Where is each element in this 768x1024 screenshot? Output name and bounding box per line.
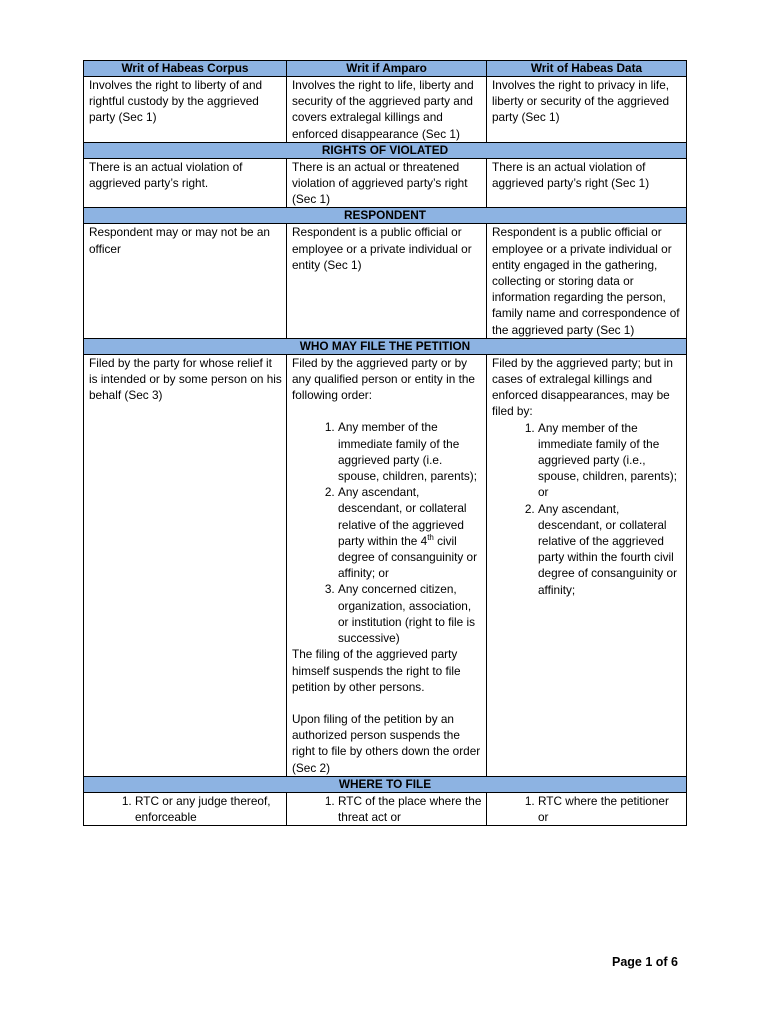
who-amparo-para2: Upon filing of the petition by an authorized person suspends the right to file by others down the order (Sec 2) <box>292 711 481 775</box>
nature-habeas-corpus: Involves the right to liberty of and rightful custody by the aggrieved party (Sec 1) <box>84 77 287 143</box>
list-item <box>338 484 482 581</box>
rights-habeas-data: There is an actual violation of aggrieved party’s right (Sec 1) <box>487 158 687 208</box>
table-row <box>84 354 687 776</box>
section-row <box>84 776 687 792</box>
who-habeas-data <box>487 354 687 776</box>
header-row <box>84 61 687 77</box>
where-habeas-corpus <box>84 792 287 825</box>
respondent-amparo: Respondent is a public official or employee or a private individual or entity (Sec 1) <box>287 224 487 338</box>
rights-habeas-corpus: There is an actual violation of aggrieved party’s right. <box>84 158 287 208</box>
header-habeas-data: Writ of Habeas Data <box>487 61 687 77</box>
respondent-habeas-corpus: Respondent may or may not be an officer <box>84 224 287 338</box>
rights-amparo: There is an actual or threatened violation of aggrieved party’s right (Sec 1) <box>287 158 487 208</box>
list-item: 1. Any member of the immediate family of the aggrieved party (i.e., spouse, children, parents); or <box>538 420 682 501</box>
nature-habeas-data: Involves the right to privacy in life, liberty or security of the aggrieved party (Sec 1) <box>487 77 687 143</box>
respondent-habeas-data: Respondent is a public official or employee or a private individual or entity engaged in the gathering, collecting or storing data or information regarding the person, family name and correspondence of the aggrieved party (Sec 1) <box>487 224 687 338</box>
who-data-list <box>492 420 682 598</box>
section-who-heading: WHO MAY FILE THE PETITION <box>84 338 687 354</box>
page-number: Page 1 of 6 <box>612 955 678 969</box>
section-respondent-heading: RESPONDENT <box>84 208 687 224</box>
who-habeas-corpus: Filed by the party for whose relief it is intended or by some person on his behalf (Sec 3) <box>84 354 287 776</box>
comparison-table <box>83 60 687 826</box>
section-rights-heading: RIGHTS OF VIOLATED <box>84 142 687 158</box>
who-amparo <box>287 354 487 776</box>
ordinal-suffix: th <box>427 532 434 542</box>
table-row <box>84 792 687 825</box>
who-amparo-para1: The filing of the aggrieved party himself suspends the right to file petition by other persons. <box>292 647 461 694</box>
table-row <box>84 158 687 208</box>
item2-text-b: civil degree of consanguinity or affinity; or <box>338 533 478 581</box>
list-item: 1. RTC where the petitioner or <box>538 793 682 825</box>
table-row <box>84 224 687 338</box>
section-row <box>84 142 687 158</box>
section-row <box>84 208 687 224</box>
header-amparo: Writ if Amparo <box>287 61 487 77</box>
list-item: 1. RTC or any judge thereof, enforceable <box>135 793 282 825</box>
list-item: 1. Any member of the immediate family of the aggrieved party (i.e. spouse, children, parents); <box>338 419 482 484</box>
who-amparo-list <box>292 419 482 646</box>
table-row <box>84 77 687 143</box>
where-amparo <box>287 792 487 825</box>
who-data-intro: Filed by the aggrieved party; but in cases of extralegal killings and enforced disappearances, may be filed by: <box>492 355 673 419</box>
who-amparo-intro: Filed by the aggrieved party or by any qualified person or entity in the following order: <box>292 355 475 403</box>
list-item: 1. RTC of the place where the threat act or <box>338 793 482 825</box>
list-item: 3. Any concerned citizen, organization, association, or institution (right to file is successive) <box>338 581 482 646</box>
nature-amparo: Involves the right to life, liberty and security of the aggrieved party and covers extralegal killings and enforced disappearance (Sec 1) <box>287 77 487 143</box>
item2-text-a: Any ascendant, descendant, or collateral relative of the aggrieved party within the 4 <box>338 485 467 548</box>
where-habeas-data <box>487 792 687 825</box>
section-where-heading: WHERE TO FILE <box>84 776 687 792</box>
section-row <box>84 338 687 354</box>
header-habeas-corpus: Writ of Habeas Corpus <box>84 61 287 77</box>
list-item: 2. Any ascendant, descendant, or collateral relative of the aggrieved party within the fourth civil degree of consanguinity or affinity; <box>538 501 682 598</box>
